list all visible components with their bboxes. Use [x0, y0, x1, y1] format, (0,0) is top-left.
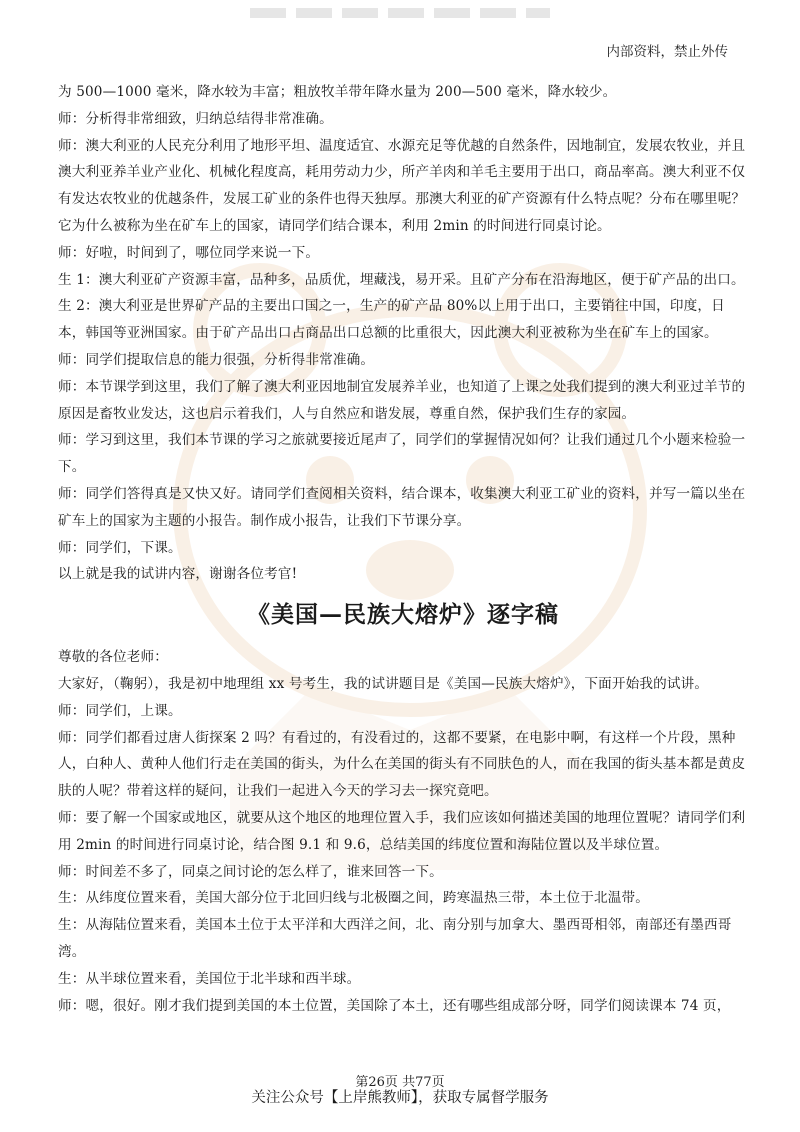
- paragraph: 师：本节课学到这里，我们了解了澳大利亚因地制宜发展养羊业，也知道了上课之处我们提到的澳大利亚过羊节的原因是畜牧业发达，这也启示着我们，人与自然应和谐发展，尊重自然，保护我们生存的家园。: [58, 378, 746, 422]
- paragraph: 师：澳大利亚的人民充分利用了地形平坦、温度适宜、水源充足等优越的自然条件，因地制宜，发展农牧业，并且澳大利亚养羊业产业化、机械化程度高，耗用劳动力少，所产羊肉和羊毛主要用于出口，商品率高。澳大利亚不仅有发达农牧业的优越条件，发展工矿业的条件也得天独厚。那澳大利亚的矿产资源有什么特点呢？分布在哪里呢？它为什么被称为坐在矿车上的国家，请同学们结合课本，利用 2min 的时间进行同桌讨论。: [58, 137, 746, 234]
- paragraph: 师：同学们，上课。: [58, 702, 182, 719]
- paragraph: 以上就是我的试讲内容，谢谢各位考官!: [58, 566, 298, 583]
- paragraph: 师：同学们提取信息的能力很强，分析得非常准确。: [58, 351, 375, 368]
- paragraph: 生：从半球位置来看，美国位于北半球和西半球。: [58, 970, 361, 987]
- page-number: 第26页 共77页: [355, 1075, 445, 1090]
- paragraph: 师：要了解一个国家或地区，就要从这个地区的地理位置入手，我们应该如何描述美国的地理位置呢？请同学们利用 2min 的时间进行同桌讨论，结合图 9.1 和 9.6，总结美国的纬度位置和海陆位置以及半球位置。: [58, 809, 746, 853]
- top-cropped-text-strip: [250, 8, 550, 18]
- paragraph: 尊敬的各位老师：: [58, 649, 168, 666]
- document-body: [58, 79, 748, 1019]
- footer-promo: 关注公众号【上岸熊教师】，获取专属督学服务: [251, 1090, 549, 1106]
- section-title: 《美国—民族大熔炉》逐字稿: [247, 601, 559, 629]
- paragraph: 师：好啦，时间到了，哪位同学来说一下。: [58, 244, 320, 261]
- paragraph: 生：从海陆位置来看，美国本土位于太平洋和大西洋之间，北、南分别与加拿大、墨西哥相邻，南部还有墨西哥湾。: [58, 917, 732, 960]
- paragraph: 师：时间差不多了，同桌之间讨论的怎么样了，谁来回答一下。: [58, 863, 443, 880]
- paragraph: 师：同学们答得真是又快又好。请同学们查阅相关资料，结合课本，收集澳大利亚工矿业的资料，并写一篇以坐在矿车上的国家为主题的小报告。制作成小报告，让我们下节课分享。: [58, 485, 746, 529]
- paragraph: 师：分析得非常细致，归纳总结得非常准确。: [58, 110, 333, 127]
- paragraph: 生 1：澳大利亚矿产资源丰富，品种多，品质优，埋藏浅，易开采。且矿产分布在沿海地区，便于矿产品的出口。: [58, 271, 745, 288]
- paragraph: 师：学习到这里，我们本节课的学习之旅就要接近尾声了，同学们的掌握情况如何？让我们通过几个小题来检验一下。: [58, 432, 746, 476]
- paragraph: 生：从纬度位置来看，美国大部分位于北回归线与北极圈之间，跨寒温热三带，本土位于北温带。: [58, 890, 649, 907]
- confidential-note: 内部资料，禁止外传: [606, 44, 728, 60]
- paragraph: 师：同学们都看过唐人街探案 2 吗？有看过的，有没看过的，这都不要紧，在电影中啊，有这样一个片段，黑种人，白种人、黄种人他们行走在美国的街头，为什么在美国的街头有不同肤色的人，而在我国的街头基本都是黄皮肤的人呢？带着这样的疑问，让我们一起进入今天的学习去一探究竟吧。: [58, 729, 746, 800]
- paragraph: 师：同学们，下课。: [58, 539, 182, 556]
- paragraph: 为 500—1000 毫米，降水较为丰富；粗放牧羊带年降水量为 200—500 毫米，降水较少。: [58, 84, 617, 100]
- paragraph: 师：嗯，很好。刚才我们提到美国的本土位置，美国除了本土，还有哪些组成部分呀，同学们阅读课本 74 页，: [58, 997, 731, 1014]
- paragraph: 生 2：澳大利亚是世界矿产品的主要出口国之一，生产的矿产品 80%以上用于出口，主要销往中国，印度，日本，韩国等亚洲国家。由于矿产品出口占商品出口总额的比重很大，因此澳大利亚被称为坐在矿车上的国家。: [58, 298, 725, 342]
- paragraph: 大家好，（鞠躬），我是初中地理组 xx 号考生，我的试讲题目是《美国—民族大熔炉》，下面开始我的试讲。: [58, 675, 709, 692]
